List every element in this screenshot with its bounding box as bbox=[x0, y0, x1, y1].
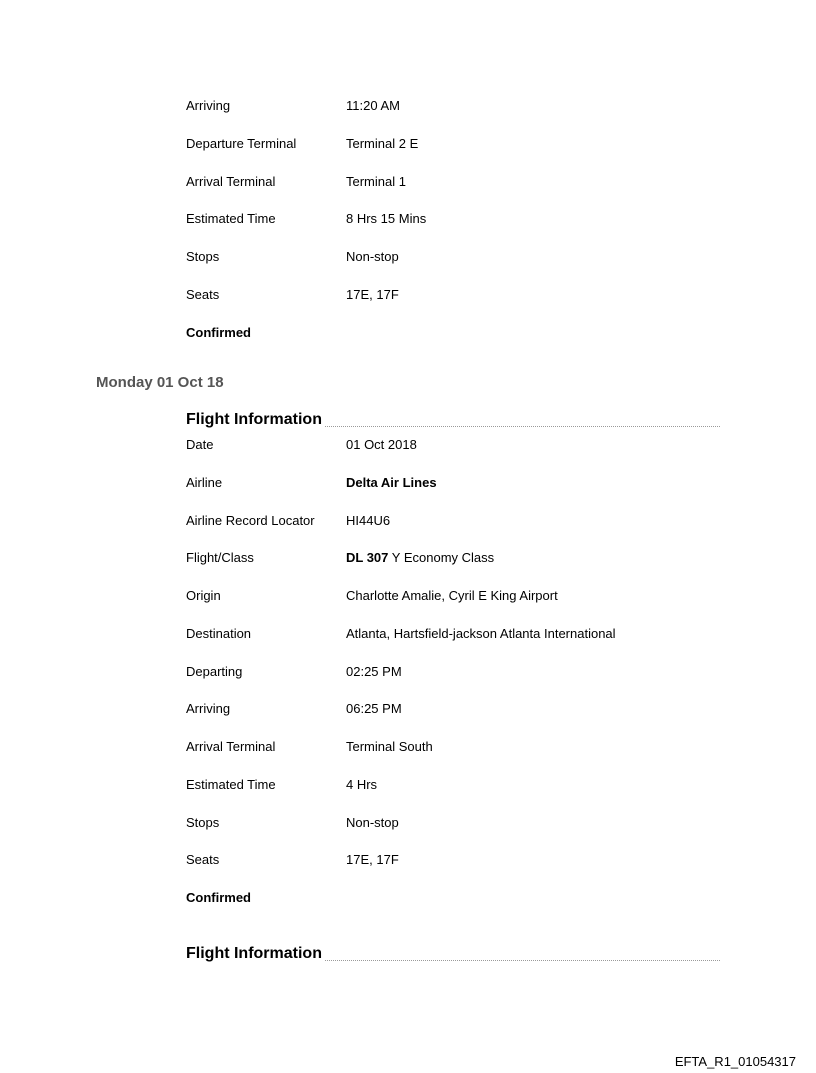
section-title: Flight Information bbox=[186, 411, 322, 428]
row-value: Non-stop bbox=[346, 815, 399, 830]
row-label: Departure Terminal bbox=[186, 136, 297, 151]
row-label: Seats bbox=[186, 852, 220, 867]
row-label: Departing bbox=[186, 664, 243, 679]
row-value: 17E, 17F bbox=[346, 852, 399, 867]
section-title: Flight Information bbox=[186, 945, 322, 962]
row-value: Terminal 2 E bbox=[346, 136, 419, 151]
row-label: Destination bbox=[186, 626, 252, 641]
row-label: Estimated Time bbox=[186, 211, 276, 226]
row-value: Terminal 1 bbox=[346, 174, 406, 189]
row-label: Arrival Terminal bbox=[186, 174, 276, 189]
row-value: 06:25 PM bbox=[346, 701, 402, 716]
row-label: Stops bbox=[186, 815, 220, 830]
booking-status: Confirmed bbox=[186, 890, 251, 905]
row-value: Non-stop bbox=[346, 249, 399, 264]
row-value: Atlanta, Hartsfield-jackson Atlanta International bbox=[346, 626, 616, 641]
row-label: Estimated Time bbox=[186, 777, 276, 792]
row-value: HI44U6 bbox=[346, 513, 391, 528]
row-value: 11:20 AM bbox=[346, 98, 400, 113]
row-value: Delta Air Lines bbox=[346, 475, 437, 490]
row-label: Arriving bbox=[186, 98, 231, 113]
flight-number: DL 307 bbox=[346, 550, 389, 565]
row-value: 8 Hrs 15 Mins bbox=[346, 211, 427, 226]
travel-class: Y Economy Class bbox=[388, 550, 495, 565]
row-label: Stops bbox=[186, 249, 220, 264]
row-value: Charlotte Amalie, Cyril E King Airport bbox=[346, 588, 558, 603]
row-value-group bbox=[346, 550, 494, 566]
row-label: Date bbox=[186, 437, 214, 452]
row-label: Flight/Class bbox=[186, 550, 254, 565]
row-label: Arrival Terminal bbox=[186, 739, 276, 754]
document-id: EFTA_R1_01054317 bbox=[674, 1054, 796, 1069]
row-value: 01 Oct 2018 bbox=[346, 437, 417, 452]
flight-information-heading bbox=[186, 404, 720, 427]
row-value: 17E, 17F bbox=[346, 287, 399, 302]
row-value: Terminal South bbox=[346, 739, 433, 754]
booking-status: Confirmed bbox=[186, 325, 251, 340]
row-value: 4 Hrs bbox=[346, 777, 378, 792]
flight-information-heading bbox=[186, 938, 720, 961]
row-label: Origin bbox=[186, 588, 221, 603]
row-label: Seats bbox=[186, 287, 220, 302]
row-label: Arriving bbox=[186, 701, 231, 716]
row-label: Airline Record Locator bbox=[186, 513, 315, 528]
row-label: Airline bbox=[186, 475, 223, 490]
row-value: 02:25 PM bbox=[346, 664, 402, 679]
day-heading: Monday 01 Oct 18 bbox=[96, 374, 224, 391]
